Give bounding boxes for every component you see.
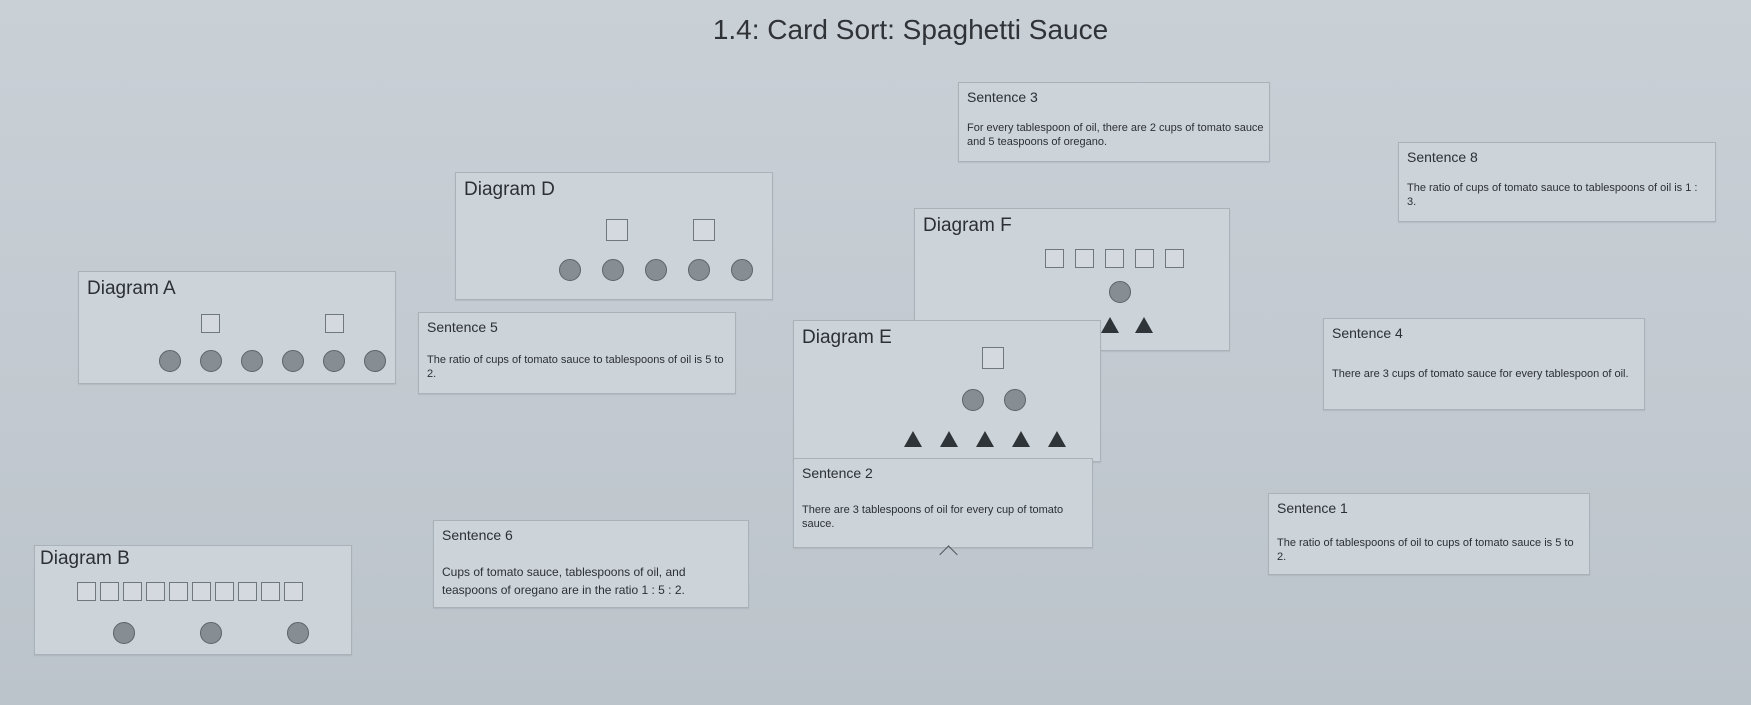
triangle-icon — [976, 431, 994, 447]
square-icon — [77, 582, 96, 601]
sentence-5-title: Sentence 5 — [427, 319, 498, 335]
square-icon — [100, 582, 119, 601]
square-icon — [1105, 249, 1124, 268]
sentence-6-card[interactable] — [433, 520, 749, 608]
square-icon — [284, 582, 303, 601]
square-icon — [606, 219, 628, 241]
sentence-5-text: The ratio of cups of tomato sauce to tablespoons of oil is 5 to 2. — [427, 354, 724, 380]
circle-icon — [159, 350, 181, 372]
square-icon — [1165, 249, 1184, 268]
sentence-6-title: Sentence 6 — [442, 527, 513, 543]
circle-icon — [962, 389, 984, 411]
square-icon — [169, 582, 188, 601]
diagram-b-card[interactable] — [34, 545, 352, 655]
circle-icon — [364, 350, 386, 372]
square-icon — [1075, 249, 1094, 268]
circle-icon — [1004, 389, 1026, 411]
diagram-f-label: Diagram F — [923, 215, 1012, 236]
diagram-b-label: Diagram B — [40, 548, 130, 569]
triangle-icon — [1012, 431, 1030, 447]
square-icon — [1135, 249, 1154, 268]
circle-icon — [241, 350, 263, 372]
triangle-icon — [1135, 317, 1153, 333]
diagram-e-label: Diagram E — [802, 327, 892, 348]
sentence-2-title: Sentence 2 — [802, 465, 873, 481]
sentence-1-title: Sentence 1 — [1277, 500, 1348, 516]
page-title: 1.4: Card Sort: Spaghetti Sauce — [712, 14, 1109, 45]
triangle-icon — [940, 431, 958, 447]
square-icon — [123, 582, 142, 601]
circle-icon — [559, 259, 581, 281]
sentence-4-card[interactable] — [1323, 318, 1645, 410]
square-icon — [192, 582, 211, 601]
diagram-a-label: Diagram A — [87, 278, 176, 299]
circle-icon — [1109, 281, 1131, 303]
sentence-8-title: Sentence 8 — [1407, 149, 1478, 165]
diagram-e-card[interactable] — [793, 320, 1101, 462]
triangle-icon — [904, 431, 922, 447]
square-icon — [215, 582, 234, 601]
circle-icon — [200, 622, 222, 644]
triangle-icon — [1101, 317, 1119, 333]
triangle-icon — [1048, 431, 1066, 447]
sentence-1-card[interactable] — [1268, 493, 1590, 575]
circle-icon — [602, 259, 624, 281]
sentence-8-text: The ratio of cups of tomato sauce to tablespoons of oil is 1 : 3. — [1407, 182, 1698, 208]
sentence-6-text: Cups of tomato sauce, tablespoons of oil, and teaspoons of oregano are in the ratio 1 : 5 : 2. — [442, 565, 686, 597]
square-icon — [325, 314, 344, 333]
circle-icon — [287, 622, 309, 644]
square-icon — [1045, 249, 1064, 268]
sentence-3-title: Sentence 3 — [967, 89, 1038, 105]
square-icon — [693, 219, 715, 241]
circle-icon — [200, 350, 222, 372]
sentence-2-text: There are 3 tablespoons of oil for every cup of tomato sauce. — [802, 504, 1064, 530]
sentence-5-card[interactable] — [418, 312, 736, 394]
circle-icon — [645, 259, 667, 281]
collapse-caret-icon[interactable] — [939, 545, 957, 563]
square-icon — [201, 314, 220, 333]
square-icon — [238, 582, 257, 601]
diagram-d-label: Diagram D — [464, 179, 555, 200]
sentence-3-card[interactable] — [958, 82, 1270, 162]
circle-icon — [688, 259, 710, 281]
square-icon — [982, 347, 1004, 369]
sentence-4-text: There are 3 cups of tomato sauce for every tablespoon of oil. — [1332, 368, 1629, 380]
sentence-3-text: For every tablespoon of oil, there are 2 cups of tomato sauce and 5 teaspoons of oregano. — [967, 122, 1264, 148]
diagram-d-card[interactable] — [455, 172, 773, 300]
circle-icon — [731, 259, 753, 281]
circle-icon — [282, 350, 304, 372]
sentence-1-text: The ratio of tablespoons of oil to cups of tomato sauce is 5 to 2. — [1277, 537, 1574, 563]
sentence-2-card[interactable] — [793, 458, 1093, 548]
sentence-4-title: Sentence 4 — [1332, 325, 1403, 341]
square-icon — [146, 582, 165, 601]
circle-icon — [323, 350, 345, 372]
diagram-a-card[interactable] — [78, 271, 396, 384]
circle-icon — [113, 622, 135, 644]
square-icon — [261, 582, 280, 601]
sentence-8-card[interactable] — [1398, 142, 1716, 222]
